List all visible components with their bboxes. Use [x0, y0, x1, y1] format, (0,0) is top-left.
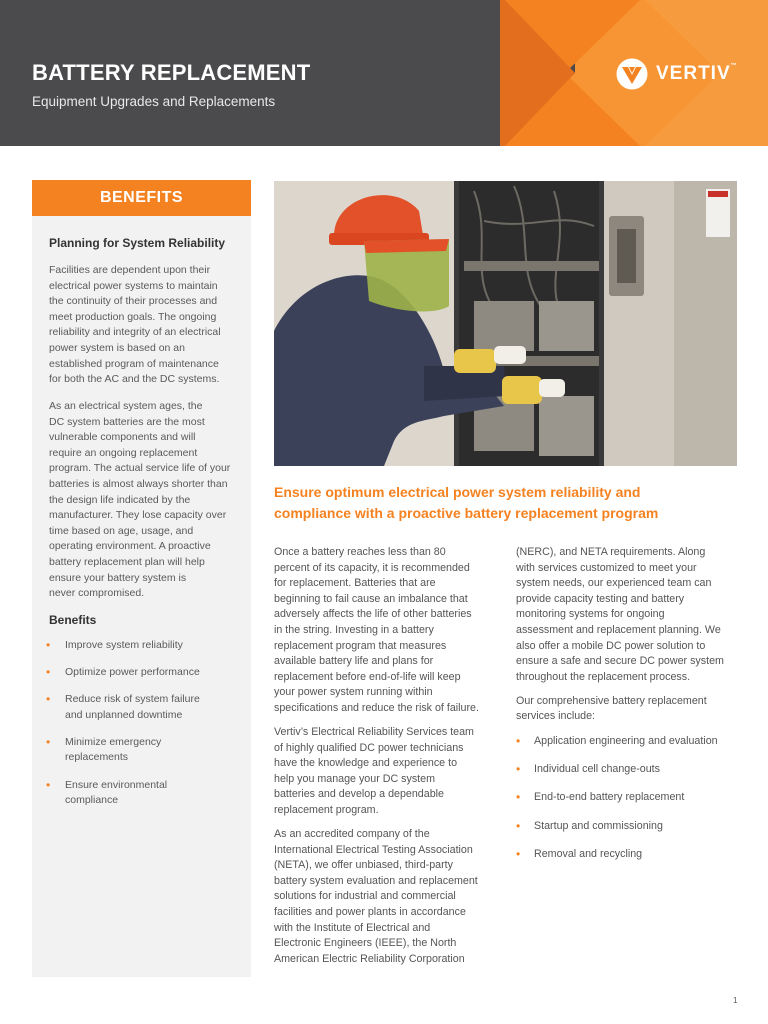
vertiv-logo — [616, 58, 746, 90]
body-paragraph: Once a battery reaches less than 80 percent of its capacity, it is recommended for replacement. Batteries that are beginning to fail cause an imbalance that adversely affects the life of other batteries in the string. Investing in a battery replacement program that measures available battery life and plans for replacement before end-of-life will keep your power system running within specifications and reduce the risk of failure. — [274, 546, 479, 714]
list-item: • Reduce risk of system failure and unplanned downtime — [46, 692, 246, 723]
list-item: • Individual cell change-outs — [516, 762, 742, 778]
body-paragraph: (NERC), and NETA requirements. Along with services customized to meet your system needs, our experienced team can provide capacity testing and battery monitoring systems for ongoing assessment and replacement planning. We also offer a mobile DC power solution to ensure a safe and secure DC power system throughout the replacement process. — [516, 546, 724, 683]
benefits-list — [46, 638, 246, 820]
vertiv-mark-icon — [616, 58, 648, 90]
list-item: • Application engineering and evaluation — [516, 734, 742, 750]
body-paragraph: Vertiv’s Electrical Reliability Services team of highly qualified DC power technicians have the knowledge and experience to help you manage your DC system batteries and develop a dependable replacement program. — [274, 726, 474, 816]
list-item: • Startup and commissioning — [516, 819, 742, 835]
page-subtitle: Equipment Upgrades and Replacements — [32, 94, 276, 109]
services-list — [516, 734, 742, 863]
list-item: • Ensure environmental compliance — [46, 778, 246, 809]
list-item: • End-to-end battery replacement — [516, 790, 742, 806]
page-number: 1 — [733, 996, 738, 1005]
list-item: • Minimize emergency replacements — [46, 735, 246, 766]
sidebar-heading: Planning for System Reliability — [49, 236, 226, 250]
vertiv-wordmark: VERTIV™ — [656, 63, 737, 84]
benefits-heading: Benefits — [49, 613, 97, 627]
page-header — [0, 0, 768, 146]
technician-battery-photo — [274, 181, 737, 466]
tagline-heading: Ensure optimum electrical power system reliability and compliance with a proactive battery replacement program — [274, 484, 659, 521]
sidebar-title: BENEFITS — [32, 180, 251, 216]
benefits-sidebar — [32, 180, 251, 977]
list-item: • Improve system reliability — [46, 638, 246, 654]
right-column — [516, 545, 742, 875]
list-item: • Removal and recycling — [516, 847, 742, 863]
list-item: • Optimize power performance — [46, 665, 246, 681]
page-title: BATTERY REPLACEMENT — [32, 60, 311, 85]
sidebar-paragraph-2: As an electrical system ages, the DC system batteries are the most vulnerable components and will require an ongoing replacement program. The actual service life of your batteries is almost always shorter than the design life indicated by the manufacturer. They lose capacity over time based on age, usage, and operating environment. A proactive battery replacement plan will help ensure your battery system is never compromised. — [49, 400, 231, 600]
sidebar-paragraph-1: Facilities are dependent upon their electrical power systems to maintain the continuity of their processes and meet production goals. The ongoing reliability and integrity of an electrical power system is based on an established program of maintenance for both the AC and the DC systems. — [49, 264, 221, 386]
left-column — [274, 545, 496, 976]
body-paragraph: Our comprehensive battery replacement services include: — [516, 694, 707, 723]
body-paragraph: As an accredited company of the International Electrical Testing Association (NETA), we offer unbiased, third-party battery system evaluation and replacement solutions for industrial and commercial facilities and power plants in accordance with the Institute of Electrical and Electronic Engineers (IEEE), the North American Electric Reliability Corporation — [274, 828, 478, 965]
